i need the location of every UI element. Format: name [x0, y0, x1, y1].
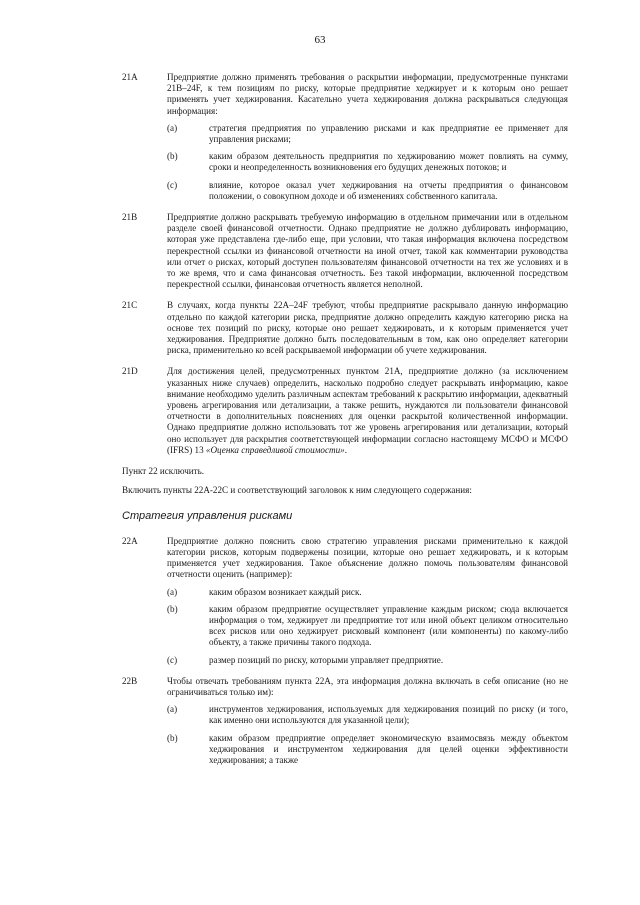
list-item-label: (a)	[167, 586, 178, 597]
list-item-label: (b)	[167, 603, 178, 614]
paragraph-text: Чтобы отвечать требованиям пункта 22A, эта информация должна включать в себя описание (но не ограничиваться только им):	[167, 675, 568, 697]
paragraph-text	[167, 366, 568, 456]
list-item-label: (b)	[167, 732, 178, 743]
list-item	[167, 123, 568, 145]
list-item-text: каким образом предприятие определяет экономическую взаимосвязь между объектом хеджирования и инструментом хеджирования для целей оценки эффективности хеджирования; а также	[209, 732, 568, 765]
paragraph-text: Предприятие должно раскрывать требуемую информацию в отдельном примечании или в отдельном разделе своей финансовой отчетности. Однако предприятие не должно дублировать информацию, которая уже представлена где-либо еще, при условии, что такая информация включена посредством перекрестной ссылки из финансовой отчетности на иной отчет, такой как комментарии руководства или отчет о рисках, который доступен пользователям финансовой отчетности на тех же условиях и в то же время, что и сама финансовая отчетность. Без такой информации, включенной посредством перекрестной ссылки, финансовая отчетность является неполной.	[167, 212, 568, 290]
list-item-text: каким образом деятельность предприятия по хеджированию может повлиять на сумму, сроки и неопределенность возникновения его будущих денежных потоков; и	[209, 151, 568, 173]
paragraph-22b	[122, 676, 568, 766]
list-item	[167, 151, 568, 173]
paragraph-text: В случаях, когда пункты 22A–24F требуют, чтобы предприятие раскрывало данную информацию отдельно по каждой категории риска, предприятие должно определить каждую категорию риска на основе тех позиций по риску, которые оно решает хеджировать, и к которым применяется учет хеджирования. Предприятие должно быть последовательным в том, как оно определяет категории риска, применительно ко всей раскрываемой информации об учете хеджирования.	[167, 300, 568, 356]
list-item-label: (a)	[167, 122, 178, 133]
paragraph-label: 21D	[122, 366, 138, 377]
paragraph-text-main: Для достижения целей, предусмотренных пунктом 21A, предприятие должно (за исключением указанных ниже случаев) определить, насколько подробно следует раскрывать информацию, какое внимание необходимо уделить различным аспектам требований к раскрытию информации, адекватный уровень агрегирования или детализации, а также решить, нуждаются ли пользователи финансовой отчетности в дополнительных пояснениях для оценки раскрытой количественной информации. Однако предприятие должно использовать тот же уровень агрегирования или детализации, который оно использует для раскрытия соответствующей информации согласно настоящему МСФО и МСФО (IFRS) 13	[167, 366, 568, 455]
list-item-text: каким образом предприятие осуществляет управление каждым риском; сюда включается информация о том, хеджирует ли предприятие тот или иной объект целиком относительно всех рисков или оно хеджирует рисковый компонент (или компоненты) по какому-либо объекту, а также причины такого подхода.	[209, 603, 568, 648]
list-item-text: инструментов хеджирования, используемых для хеджирования позиций по риску (и того, как именно они используются для указанной цели);	[209, 704, 568, 726]
paragraph-21c	[122, 300, 568, 356]
note-excluded: Пункт 22 исключить.	[122, 466, 205, 477]
paragraph-22a	[122, 536, 568, 666]
paragraph-label: 22B	[122, 675, 138, 686]
paragraph-21d	[122, 366, 568, 456]
paragraph-label: 21A	[122, 72, 138, 82]
list-item	[167, 604, 568, 649]
list-item-text: стратегия предприятия по управлению рисками и как предприятие ее применяет для управления рисками;	[209, 122, 568, 145]
list-item-label: (a)	[167, 704, 178, 715]
list-item	[167, 655, 568, 666]
page-number: 63	[314, 34, 326, 46]
section-heading: Стратегия управления рисками	[122, 509, 293, 522]
list-item	[167, 733, 568, 767]
paragraph-label: 21B	[122, 212, 138, 223]
list-item	[167, 704, 568, 726]
paragraph-text: Предприятие должно пояснить свою стратегию управления рисками применительно к каждой категории рисков, которым подвержены позиции, которые оно решает хеджировать, и к которым применяется учет хеджирования. Такое объяснение должно помочь пользователям финансовой отчетности оценить (например):	[167, 535, 568, 580]
note-include: Включить пункты 22A-22C и соответствующий заголовок к ним следующего содержания:	[122, 485, 472, 496]
paragraph-label: 21C	[122, 300, 138, 311]
list-item-label: (c)	[167, 179, 178, 190]
paragraph-text-end: .	[344, 444, 347, 455]
list-item-text: влияние, которое оказал учет хеджирования на отчеты предприятия о финансовом положении, о совокупном доходе и об изменениях собственного капитала.	[209, 179, 568, 201]
page-content	[122, 72, 568, 776]
list-item	[167, 180, 568, 202]
list-item-text: размер позиций по риску, которыми управляет предприятие.	[209, 654, 444, 665]
paragraph-21a	[122, 72, 568, 202]
paragraph-21b	[122, 212, 568, 290]
paragraph-label: 22A	[122, 535, 138, 546]
list-item-text: каким образом возникает каждый риск.	[209, 586, 362, 597]
list-item-label: (b)	[167, 151, 178, 162]
list-item	[167, 587, 568, 598]
list-item-label: (c)	[167, 654, 178, 665]
paragraph-text: Предприятие должно применять требования о раскрытии информации, предусмотренные пунктами 21B–24F, к тем позициям по риску, которые предприятие хеджирует и к которым оно решает применять учет хеджирования. Касательно учета хеджирования должна раскрываться следующая информация:	[167, 72, 568, 116]
standard-title: «Оценка справедливой стоимости»	[205, 444, 345, 455]
